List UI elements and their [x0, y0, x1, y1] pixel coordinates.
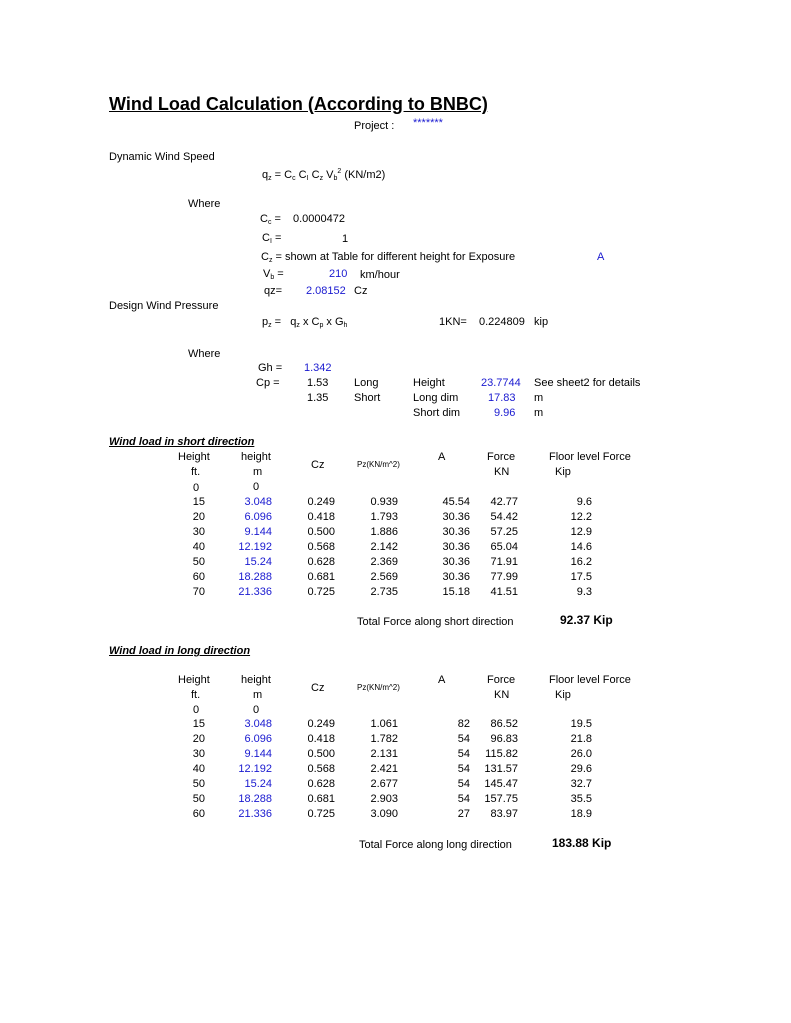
cell-floor-force: 26.0: [570, 748, 592, 760]
cell-floor-force: 9.3: [576, 586, 592, 598]
hdr-height-ft-unit: ft.: [191, 466, 201, 478]
cell-height-ft: 30: [192, 748, 205, 760]
table-row: [0, 570, 791, 585]
cell-cz: 0.418: [307, 511, 335, 523]
cell-floor-force: 17.5: [570, 571, 592, 583]
hdr-height-m: height: [241, 451, 271, 463]
cell-pz: 2.735: [370, 586, 398, 598]
cell-pz: 2.903: [370, 793, 398, 805]
table-row: [0, 525, 791, 540]
hdr-cz: Cz: [311, 682, 325, 694]
table-row: [0, 807, 791, 822]
hdr-pz: Pz(KN/m^2): [357, 683, 400, 692]
short-total: 92.37 Kip: [560, 613, 613, 627]
cell-cz: 0.568: [307, 541, 335, 553]
cell-height-m: 3.048: [244, 718, 272, 730]
cell-force: 54.42: [490, 511, 518, 523]
cell-force: 57.25: [490, 526, 518, 538]
cell-force: 65.04: [490, 541, 518, 553]
cell-pz: 1.886: [370, 526, 398, 538]
long-dim-label: Long dim: [413, 392, 459, 404]
cell-height-ft: 15: [192, 718, 205, 730]
cell-a: 30.36: [442, 556, 470, 568]
hdr-height-ft-unit: ft.: [191, 689, 201, 701]
hdr-pz: Pz(KN/m^2): [357, 460, 400, 469]
short-dim-value: 9.96: [494, 407, 516, 419]
table-row: [0, 495, 791, 510]
cell-height-ft: 50: [192, 556, 205, 568]
cc-row: $C_c$ =: [260, 213, 281, 226]
cell-height-ft: 60: [192, 571, 205, 583]
short-dim-unit: m: [534, 407, 544, 419]
cell-a: 82: [457, 718, 470, 730]
cell-height-ft: 70: [192, 586, 205, 598]
cell-height-m: 21.336: [238, 586, 272, 598]
cp-short-value: 1.35: [307, 392, 329, 404]
cell-height-ft: 40: [192, 763, 205, 775]
cell-height-m: 12.192: [238, 541, 272, 553]
cell-cz: 0.568: [307, 763, 335, 775]
hdr-force: Force: [487, 674, 516, 686]
cell-cz: 0.628: [307, 556, 335, 568]
dynamic-wind-speed-label: Dynamic Wind Speed: [109, 151, 215, 163]
cell-cz: 0.500: [307, 526, 335, 538]
cell-height-m: 18.288: [238, 793, 272, 805]
zero-m: 0: [253, 481, 260, 493]
long-table-title: Wind load in long direction: [109, 645, 251, 657]
qz-value: 2.08152: [306, 285, 346, 297]
conversion-label: 1KN=: [439, 316, 467, 328]
cell-force: 41.51: [490, 586, 518, 598]
cell-a: 54: [457, 748, 470, 760]
cell-force: 157.75: [484, 793, 518, 805]
cell-pz: 0.939: [370, 496, 398, 508]
cell-cz: 0.249: [307, 718, 335, 730]
cell-height-ft: 30: [192, 526, 205, 538]
table-row: [0, 585, 791, 600]
cell-height-ft: 40: [192, 541, 205, 553]
cell-floor-force: 35.5: [570, 793, 592, 805]
cell-pz: 2.369: [370, 556, 398, 568]
table-row: [0, 510, 791, 525]
zero-ft: 0: [193, 482, 200, 494]
cell-a: 15.18: [442, 586, 470, 598]
cell-height-m: 9.144: [244, 526, 272, 538]
cell-height-ft: 50: [192, 793, 205, 805]
cell-floor-force: 12.9: [570, 526, 592, 538]
cell-a: 54: [457, 763, 470, 775]
short-dim-label: Short dim: [413, 407, 461, 419]
cell-cz: 0.249: [307, 496, 335, 508]
cell-force: 77.99: [490, 571, 518, 583]
table-row: [0, 732, 791, 747]
hdr-height-m-unit: m: [253, 689, 263, 701]
cell-force: 71.91: [490, 556, 518, 568]
cell-a: 45.54: [442, 496, 470, 508]
table-row: [0, 747, 791, 762]
cell-pz: 1.793: [370, 511, 398, 523]
cell-force: 83.97: [490, 808, 518, 820]
cell-force: 131.57: [484, 763, 518, 775]
cell-height-ft: 15: [192, 496, 205, 508]
cell-height-m: 6.096: [244, 733, 272, 745]
height-note: See sheet2 for details: [534, 377, 641, 389]
cell-cz: 0.725: [307, 808, 335, 820]
cell-floor-force: 18.9: [570, 808, 592, 820]
cell-a: 30.36: [442, 511, 470, 523]
cell-pz: 1.061: [370, 718, 398, 730]
cell-height-ft: 20: [192, 733, 205, 745]
hdr-floor-force: Floor level Force: [549, 451, 631, 463]
zero-m: 0: [253, 704, 260, 716]
cell-a: 27: [457, 808, 470, 820]
vb-row: $V_b$ =: [263, 268, 284, 281]
pz-formula: $p_z$ = $q_z$ x $C_p$ x $G_h$: [262, 316, 348, 329]
cp-label: Cp =: [256, 377, 280, 389]
where-label: Where: [188, 198, 221, 210]
cp-long-value: 1.53: [307, 377, 329, 389]
qz-unit: Cz: [354, 285, 368, 297]
long-total-label: Total Force along long direction: [359, 839, 512, 851]
cell-cz: 0.628: [307, 778, 335, 790]
hdr-force-unit: KN: [494, 689, 510, 701]
long-dim-value: 17.83: [488, 392, 516, 404]
cell-height-m: 12.192: [238, 763, 272, 775]
table-row: [0, 762, 791, 777]
hdr-a: A: [438, 674, 446, 686]
gh-value: 1.342: [304, 362, 332, 374]
cell-floor-force: 9.6: [576, 496, 592, 508]
height-label: Height: [413, 377, 445, 389]
cell-pz: 2.677: [370, 778, 398, 790]
vb-value: 210: [329, 268, 348, 280]
cell-height-m: 21.336: [238, 808, 272, 820]
table-row: [0, 717, 791, 732]
hdr-cz: Cz: [311, 459, 325, 471]
vb-unit: km/hour: [360, 269, 400, 281]
hdr-height-m: height: [241, 674, 271, 686]
qz-label: qz=: [264, 285, 283, 297]
hdr-height-m-unit: m: [253, 466, 263, 478]
cell-floor-force: 29.6: [570, 763, 592, 775]
cell-height-m: 9.144: [244, 748, 272, 760]
cell-force: 42.77: [490, 496, 518, 508]
cell-a: 30.36: [442, 541, 470, 553]
cell-force: 115.82: [485, 748, 518, 760]
hdr-floor-force: Floor level Force: [549, 674, 631, 686]
table-row: [0, 792, 791, 807]
hdr-height-ft: Height: [178, 451, 210, 463]
short-table-title: Wind load in short direction: [109, 436, 255, 448]
ci-row: $C_I$ =: [262, 232, 282, 245]
cell-pz: 2.569: [370, 571, 398, 583]
cell-height-m: 6.096: [244, 511, 272, 523]
cell-force: 86.52: [490, 718, 518, 730]
table-row: [0, 777, 791, 792]
qz-formula: $q_z = C_c$ $C_I$ $C_z$ $V_b^2$ (KN/m2): [262, 168, 386, 182]
cell-height-ft: 20: [192, 511, 205, 523]
cell-pz: 2.421: [370, 763, 398, 775]
gh-label: Gh =: [258, 362, 283, 374]
page-title: Wind Load Calculation (According to BNBC): [109, 94, 488, 114]
cell-floor-force: 12.2: [570, 511, 592, 523]
height-value: 23.7744: [481, 377, 521, 389]
cp-short-label: Short: [354, 392, 381, 404]
hdr-height-ft: Height: [178, 674, 210, 686]
cell-pz: 1.782: [370, 733, 398, 745]
ci-value: 1: [342, 233, 349, 245]
cell-cz: 0.418: [307, 733, 335, 745]
long-dim-unit: m: [534, 392, 544, 404]
zero-ft: 0: [193, 704, 200, 716]
table-row: [0, 555, 791, 570]
hdr-floor-unit: Kip: [555, 466, 571, 478]
cell-a: 54: [457, 733, 470, 745]
cell-a: 30.36: [442, 526, 470, 538]
conversion-value: 0.224809: [479, 316, 525, 328]
cell-floor-force: 16.2: [570, 556, 592, 568]
cell-cz: 0.500: [307, 748, 335, 760]
exposure-value: A: [597, 251, 605, 263]
hdr-force-unit: KN: [494, 466, 510, 478]
hdr-a: A: [438, 451, 446, 463]
cc-value: 0.0000472: [293, 213, 345, 225]
cell-cz: 0.681: [307, 571, 335, 583]
cell-force: 145.47: [484, 778, 518, 790]
long-total: 183.88 Kip: [552, 836, 612, 850]
short-total-label: Total Force along short direction: [357, 616, 514, 628]
cell-pz: 2.131: [370, 748, 398, 760]
cell-floor-force: 14.6: [570, 541, 592, 553]
cell-floor-force: 21.8: [570, 733, 592, 745]
cell-pz: 3.090: [370, 808, 398, 820]
cell-a: 54: [457, 778, 470, 790]
cell-floor-force: 19.5: [570, 718, 592, 730]
project-label: Project :: [354, 120, 395, 132]
cell-height-m: 18.288: [238, 571, 272, 583]
cell-cz: 0.681: [307, 793, 335, 805]
cell-pz: 2.142: [370, 541, 398, 553]
cell-force: 96.83: [490, 733, 518, 745]
cell-floor-force: 32.7: [570, 778, 592, 790]
cell-height-m: 15.24: [244, 778, 272, 790]
cell-height-m: 15.24: [244, 556, 272, 568]
cell-a: 54: [457, 793, 470, 805]
where-label-2: Where: [188, 348, 221, 360]
cell-height-ft: 50: [192, 778, 205, 790]
cell-cz: 0.725: [307, 586, 335, 598]
project-value: *******: [413, 117, 443, 129]
table-row: [0, 540, 791, 555]
conversion-unit: kip: [534, 316, 549, 328]
cell-height-m: 3.048: [244, 496, 272, 508]
design-wind-pressure-label: Design Wind Pressure: [109, 300, 219, 312]
cell-a: 30.36: [442, 571, 470, 583]
hdr-force: Force: [487, 451, 516, 463]
cp-long-label: Long: [354, 377, 379, 389]
cell-height-ft: 60: [192, 808, 205, 820]
hdr-floor-unit: Kip: [555, 689, 571, 701]
cz-row: $C_z$ = shown at Table for different height for Exposure: [261, 251, 516, 264]
